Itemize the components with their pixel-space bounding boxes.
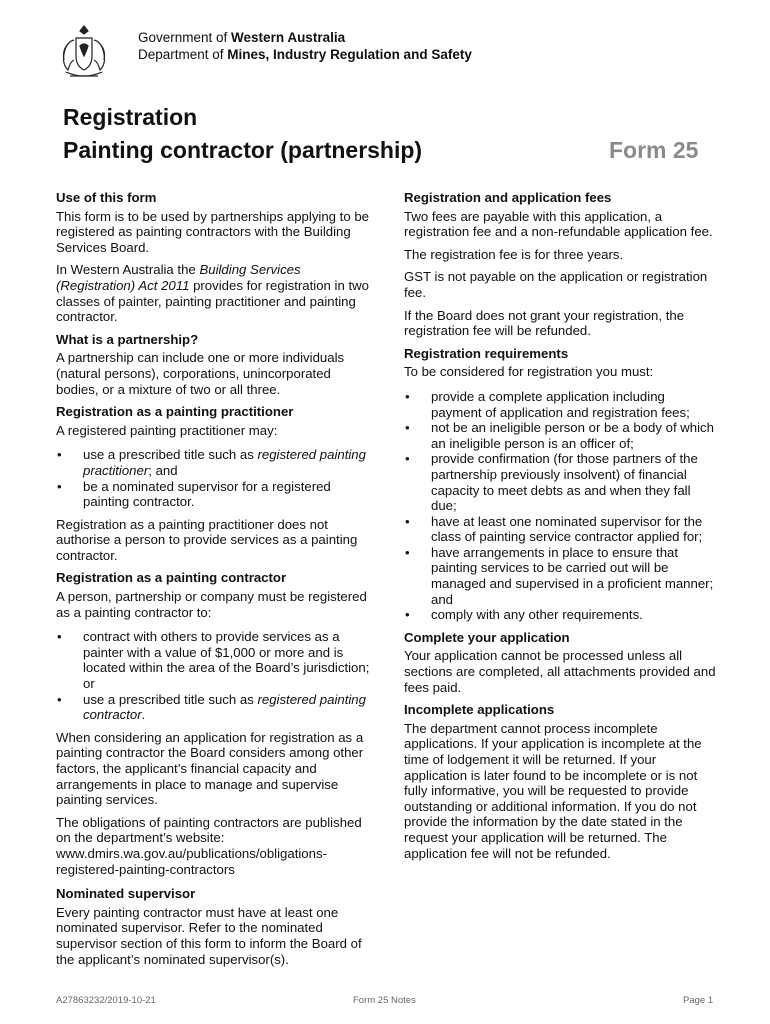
incomplete-paragraph: The department cannot process incomplete applications. If your application is incomplete at the time of lodgement it will be returned. If your application is later found to be incomplete or is not fully informative, you will be requested to provide outstanding or additional information. If you do not provide the information by the date stated in the request your application will be returned. The application fee will not be refunded. [404,720,702,861]
fees-p4: If the Board does not grant your registration, the registration fee will be refunded. [404,307,685,339]
use-of-form-p2 [56,262,370,324]
text: use a prescribed title such as [83,691,258,707]
footer-title: Form 25 Notes [353,995,416,1006]
act-name: Building Services (Registration) Act 2011 [56,262,301,293]
fees-p3: GST is not payable on the application or registration fee. [404,269,708,300]
text: use a prescribed title such as [83,447,258,463]
list-item: • have arrangements in place to ensure that painting services to be carried out will be managed and supervised in a proficient manner; and [404,545,716,607]
fees-p2: The registration fee is for three years. [404,246,624,262]
use-of-form-heading: Use of this form [56,190,157,205]
gov-prefix: Government of [138,30,232,45]
incomplete-heading: Incomplete applications [404,702,555,718]
text: . [141,707,146,723]
complete-paragraph: Your application cannot be processed unless all sections are completed, all attachments provided and fees paid. [404,648,716,695]
government-line [138,30,345,45]
text: ; and [148,462,178,478]
italic-text: registered painting contractor [83,691,366,723]
list-item: • contract with others to provide services as a painter with a value of $1,000 or more and is located within the area of the Board’s jurisdiction; or [56,629,370,691]
requirements-intro: To be considered for registration you must: [404,364,654,380]
gov-name: Western Australia [231,30,346,45]
document-id: A27863232/2019-10-21 [56,995,156,1006]
nominated-supervisor-heading: Nominated supervisor [56,886,196,902]
page-number: Page 1 [683,995,714,1006]
left-column [56,190,370,974]
text: provides for registration in two classes of painter, painting practitioner and painting contractor. [56,277,369,325]
partnership-paragraph: A partnership can include one or more individuals (natural persons), corporations, unincorporated bodies, or a mixture of two or all three. [56,350,345,397]
practitioner-heading: Registration as a painting practitioner [56,404,294,420]
page-title-line2: Painting contractor (partnership) [63,137,423,163]
practitioner-intro: A registered painting practitioner may: [56,422,278,438]
list-item: • have at least one nominated supervisor for the class of painting service contractor applied for; [404,514,716,545]
list-item: • be a nominated supervisor for a registered painting contractor. [56,479,370,510]
fees-heading: Registration and application fees [404,190,612,205]
list-item: • provide confirmation (for those partners of the partnership previously insolvent) of financial capacity to meet debts as and when they fall due; [404,451,716,513]
dept-prefix: Department of [138,47,228,62]
use-of-form-p1: This form is to be used by partnerships applying to be registered as painting contractors with the Building Services Board. [56,208,370,255]
requirements-heading: Registration requirements [404,345,569,361]
practitioner-list [56,447,370,509]
requirements-list [404,389,716,623]
list-item [56,692,370,723]
contractor-intro: A person, partnership or company must be registered as a painting contractor to: [56,589,367,620]
department-line [138,47,472,62]
page-title-line1: Registration [63,104,198,130]
wa-coat-of-arms-icon [56,22,112,82]
list-item: • comply with any other requirements. [404,607,716,623]
list-item: • provide a complete application including payment of application and registration fees; [404,389,716,420]
nominated-supervisor-paragraph: Every painting contractor must have at least one nominated supervisor. Refer to the nominated supervisor section of this form to inform the Board of the applicant’s nominated supervisor(s). [56,904,362,967]
italic-text: registered painting practitioner [83,447,366,478]
complete-heading: Complete your application [404,629,570,645]
fees-p1: Two fees are payable with this application, a registration fee and a non-refundable application fee. [404,208,713,240]
contractor-paragraph-2: When considering an application for registration as a painting contractor the Board considers among other factors, the applicant’s financial capacity and arrangements in place to manage and supervise painting services. [56,729,364,808]
practitioner-note: Registration as a painting practitioner does not authorise a person to provide services as a painting contractor. [56,516,358,563]
contractor-paragraph-3: The obligations of painting contractors are published on the department’s website: www.dmirs.wa.gov.au/publications/obligations-registered-painting-contractors [56,814,362,877]
contractor-list [56,629,370,723]
text: In Western Australia the [56,262,200,278]
list-item [56,447,370,478]
contractor-heading: Registration as a painting contractor [56,570,287,586]
partnership-heading: What is a partnership? [56,331,199,347]
right-column [404,190,716,868]
dept-name: Mines, Industry Regulation and Safety [227,47,472,62]
list-item: • not be an ineligible person or be a body of which an ineligible person is an officer of; [404,420,716,451]
form-number: Form 25 [609,137,699,163]
